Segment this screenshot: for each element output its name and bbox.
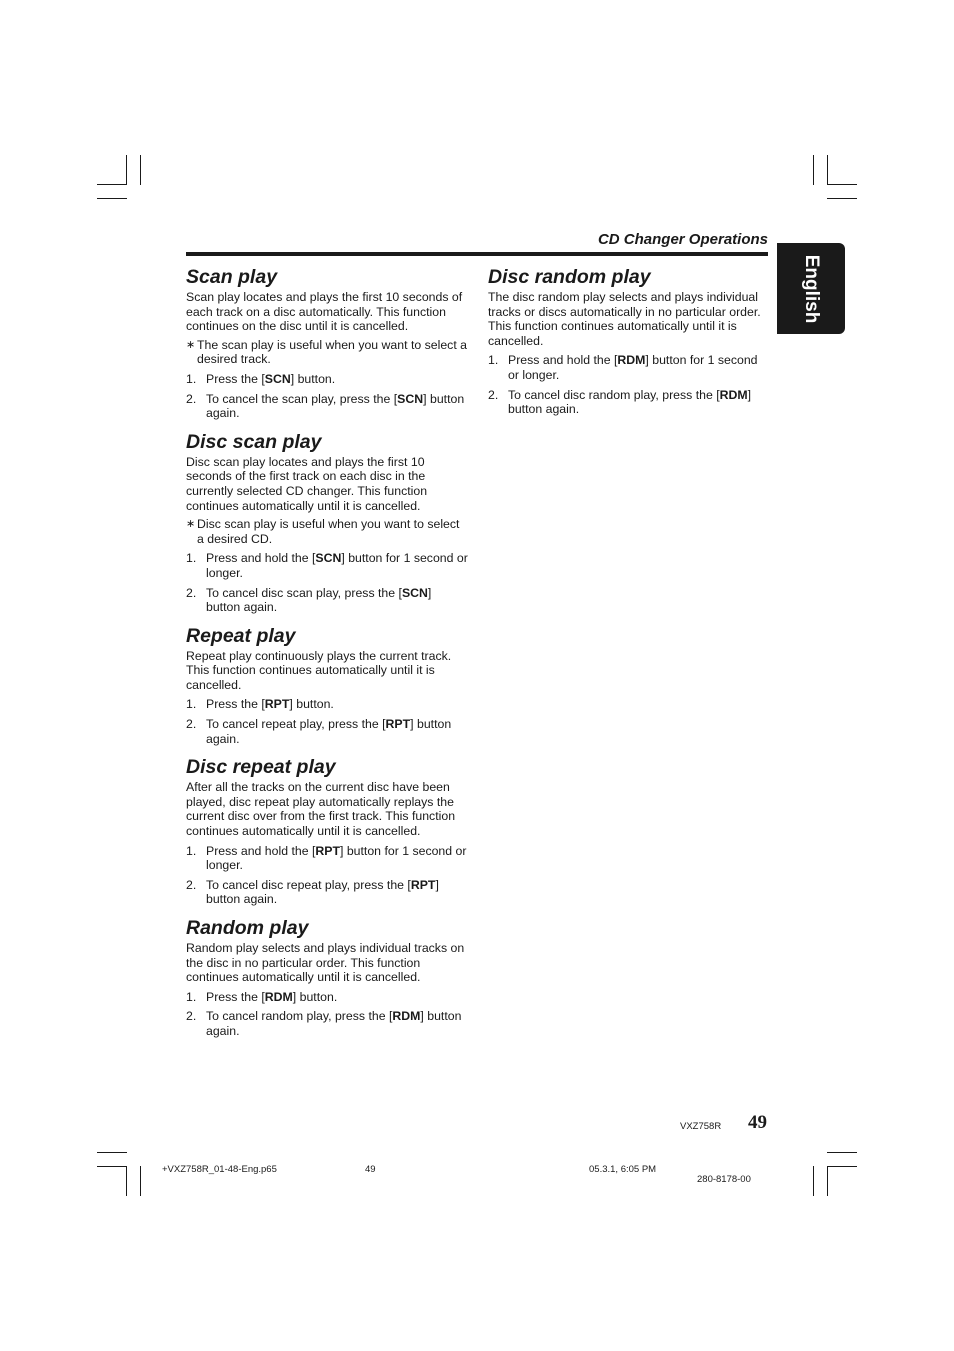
step-item (186, 990, 468, 1005)
section-title: Disc scan play (186, 430, 322, 453)
model-label: VXZ758R (680, 1121, 722, 1132)
step-number: 1. (488, 353, 499, 368)
key-label: RDM (719, 387, 748, 402)
header-rule (186, 252, 768, 256)
crop-mark (97, 1152, 127, 1153)
step-text: Press and hold the [ (508, 353, 618, 368)
step-number: 2. (186, 877, 197, 892)
note (186, 517, 468, 546)
step-number: 1. (186, 843, 197, 858)
step-item (186, 372, 468, 387)
step-item (186, 586, 468, 615)
crop-mark (827, 1166, 857, 1167)
step-item (186, 878, 468, 907)
section-repeat-play (186, 625, 468, 747)
section-description: Scan play locates and plays the first 10 seconds of each track on a disc automatically. This function continues on the disc until it is cancelled. (186, 290, 463, 334)
crop-mark (97, 198, 127, 199)
step-text: To cancel disc scan play, press the [ (206, 585, 402, 600)
step-text: To cancel random play, press the [ (206, 1009, 393, 1024)
key-label: SCN (315, 551, 342, 566)
step-text: ] button for 1 second or longer. (206, 551, 468, 580)
step-text: ] button again. (206, 585, 432, 615)
step-item (186, 844, 468, 873)
section-description: Repeat play continuously plays the current track. This function continues automatically until it is cancelled. (186, 648, 452, 692)
section-description: Random play selects and plays individual tracks on the disc in no particular order. This function continues automatically until it is cancelled. (186, 941, 465, 985)
section-scan-play (186, 266, 468, 421)
step-text: To cancel disc repeat play, press the [ (206, 877, 411, 892)
step-number: 1. (186, 371, 197, 386)
key-label: SCN (397, 391, 424, 406)
step-text: ] button again. (206, 1009, 462, 1038)
section-disc-repeat-play (186, 756, 468, 907)
crop-mark (97, 184, 127, 185)
step-number: 2. (186, 1009, 197, 1024)
step-text: ] button again. (508, 387, 752, 417)
step-text: Press the [ (206, 989, 265, 1004)
step-number: 2. (186, 585, 197, 600)
file-page-number: 49 (365, 1164, 376, 1175)
step-number: 1. (186, 551, 197, 566)
crop-mark (827, 1152, 857, 1153)
step-item (488, 353, 768, 382)
crop-mark (140, 1166, 141, 1196)
section-random-play (186, 917, 468, 1039)
step-text: ] button for 1 second or longer. (508, 353, 758, 382)
key-label: RPT (264, 697, 290, 712)
section-description: After all the tracks on the current disc have been played, disc repeat play automatically replays the current disc over from the first track. This function continues automatically until it is cancelled. (186, 780, 456, 839)
key-label: SCN (264, 371, 291, 386)
file-name: +VXZ758R_01-48-Eng.p65 (162, 1164, 277, 1175)
step-number: 1. (186, 697, 197, 712)
step-text: ] button. (290, 371, 336, 386)
step-number: 2. (488, 387, 499, 402)
right-column (488, 266, 768, 422)
key-label: RPT (315, 843, 340, 858)
note-text: The scan play is useful when you want to select a desired track. (197, 337, 467, 367)
crop-mark (813, 1166, 814, 1196)
section-title: Disc random play (488, 266, 651, 288)
key-label: RPT (410, 877, 436, 892)
section-description: Disc scan play locates and plays the first 10 seconds of the first track on each disc in the currently selected CD changer. This function continues automatically until it is cancelled. (186, 454, 428, 513)
step-text: To cancel disc random play, press the [ (508, 387, 720, 402)
part-number: 280-8178-00 (697, 1174, 751, 1185)
language-tab-label: English (801, 254, 822, 323)
note-marker: ∗ (186, 338, 196, 351)
step-item (186, 551, 468, 580)
step-text: ] button again. (206, 391, 465, 421)
step-text: ] button again. (206, 717, 452, 746)
note-marker: ∗ (186, 518, 196, 531)
step-text: ] button. (289, 697, 334, 712)
language-tab (777, 243, 845, 334)
step-text: ] button again. (206, 877, 439, 907)
crop-mark (827, 1166, 828, 1196)
step-item (488, 388, 768, 417)
step-text: Press the [ (206, 371, 265, 386)
section-header-title: CD Changer Operations (597, 231, 768, 248)
key-label: RDM (264, 989, 293, 1004)
step-text: ] button. (292, 989, 338, 1004)
step-list (186, 844, 468, 907)
note-text: Disc scan play is useful when you want to select a desired CD. (197, 517, 460, 546)
section-title: Random play (186, 917, 309, 939)
step-item (186, 392, 468, 421)
key-label: RPT (385, 717, 411, 732)
step-text: Press and hold the [ (206, 843, 316, 858)
key-label: RDM (392, 1009, 421, 1024)
key-label: SCN (401, 585, 428, 600)
crop-mark (126, 1166, 127, 1196)
step-number: 2. (186, 717, 197, 732)
print-timestamp: 05.3.1, 6:05 PM (589, 1164, 657, 1175)
section-title: Scan play (186, 266, 278, 288)
crop-mark (827, 184, 857, 185)
step-text: ] button for 1 second or longer. (206, 843, 467, 873)
step-text: To cancel the scan play, press the [ (206, 391, 398, 406)
step-item (186, 1009, 468, 1038)
step-list (186, 697, 468, 746)
step-list (186, 372, 468, 421)
step-number: 2. (186, 391, 197, 406)
crop-mark (827, 198, 857, 199)
step-text: To cancel repeat play, press the [ (206, 717, 386, 732)
step-list (186, 990, 468, 1039)
section-disc-scan-play (186, 431, 468, 615)
section-disc-random-play (488, 266, 768, 417)
crop-mark (813, 155, 814, 185)
note (186, 338, 468, 367)
step-item (186, 717, 468, 746)
step-list (186, 551, 468, 614)
crop-mark (126, 155, 127, 185)
section-description: The disc random play selects and plays individual tracks or discs automatically in no particular order. This function continues automatically until it is cancelled. (488, 290, 761, 348)
crop-mark (827, 155, 828, 185)
left-column (186, 266, 468, 1044)
step-text: Press and hold the [ (206, 551, 316, 566)
step-number: 1. (186, 989, 197, 1004)
section-title: Repeat play (186, 624, 296, 647)
step-list (488, 353, 768, 416)
crop-mark (97, 1166, 127, 1167)
key-label: RDM (617, 353, 646, 368)
page-number: 49 (748, 1112, 767, 1133)
step-text: Press the [ (206, 697, 265, 712)
section-title: Disc repeat play (186, 756, 336, 779)
step-item (186, 697, 468, 712)
crop-mark (140, 155, 141, 185)
